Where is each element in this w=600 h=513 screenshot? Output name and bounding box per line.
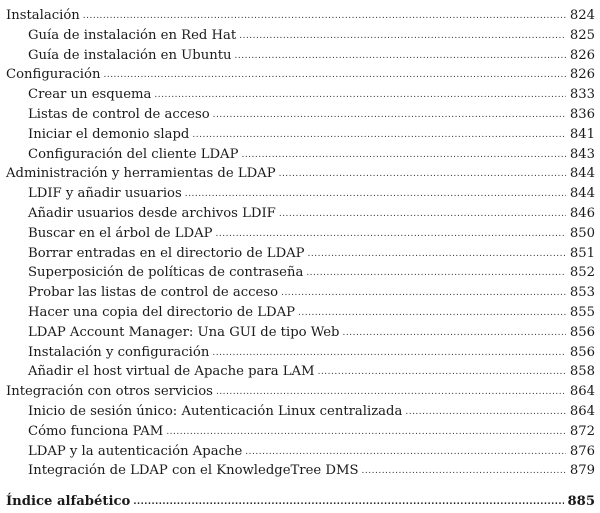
toc-entry-title: Añadir usuarios desde archivos LDIF xyxy=(28,205,276,221)
dot-leader xyxy=(239,27,566,47)
toc-entry-title: Cómo funciona PAM xyxy=(28,423,164,439)
dot-leader xyxy=(405,403,566,423)
toc-page-number: 851 xyxy=(569,245,595,261)
dot-leader xyxy=(216,225,566,245)
toc-subsection-entry[interactable] xyxy=(6,461,595,481)
toc-entry-title: LDAP y la autenticación Apache xyxy=(28,443,243,459)
toc-subsection-entry[interactable] xyxy=(6,442,595,462)
dot-leader xyxy=(241,146,566,166)
toc-entry-title: Configuración xyxy=(6,67,101,83)
dot-leader xyxy=(212,344,566,364)
toc-subsection-entry[interactable] xyxy=(6,105,595,125)
toc-entry-title: Borrar entradas en el directorio de LDAP xyxy=(28,245,305,261)
toc-page-number: 872 xyxy=(569,423,595,439)
toc-page-number: 856 xyxy=(569,324,595,340)
toc-entry-title: Guía de instalación en Red Hat xyxy=(28,27,237,43)
toc-page-number: 856 xyxy=(569,344,595,360)
toc-entry-title: LDIF y añadir usuarios xyxy=(28,186,182,202)
dot-leader xyxy=(308,245,566,265)
toc-entry-title: Crear un esquema xyxy=(28,87,152,103)
toc-entry-title: Guía de instalación en Ubuntu xyxy=(28,47,232,63)
toc-entry-title: Hacer una copia del directorio de LDAP xyxy=(28,304,295,320)
toc-subsection-entry[interactable] xyxy=(6,402,595,422)
dot-leader xyxy=(279,205,566,225)
dot-leader xyxy=(245,443,566,463)
dot-leader xyxy=(166,423,566,443)
toc-subsection-entry[interactable] xyxy=(6,343,595,363)
toc-page-number: 841 xyxy=(569,126,595,142)
toc-page-number: 879 xyxy=(569,463,595,479)
dot-leader xyxy=(298,304,566,324)
dot-leader xyxy=(281,284,566,304)
toc-entry-title: Buscar en el árbol de LDAP xyxy=(28,225,213,241)
dot-leader xyxy=(343,324,566,344)
toc-page-number: 876 xyxy=(569,443,595,459)
toc-subsection-entry[interactable] xyxy=(6,26,595,46)
toc-page-number: 843 xyxy=(569,146,595,162)
toc-page-number: 852 xyxy=(569,265,595,281)
toc-subsection-entry[interactable] xyxy=(6,283,595,303)
toc-subsection-entry[interactable] xyxy=(6,303,595,323)
dot-leader xyxy=(279,165,566,185)
toc-subsection-entry[interactable] xyxy=(6,323,595,343)
dot-leader xyxy=(216,383,566,403)
toc-entry-title: Superposición de políticas de contraseña xyxy=(28,265,304,281)
dot-leader xyxy=(192,126,566,146)
section-gap xyxy=(6,481,595,492)
dot-leader xyxy=(362,462,566,482)
toc-page-number: 855 xyxy=(569,304,595,320)
toc-subsection-entry[interactable] xyxy=(6,125,595,145)
dot-leader xyxy=(83,7,566,27)
toc-page-number: 833 xyxy=(569,87,595,103)
toc-subsection-entry[interactable] xyxy=(6,46,595,66)
dot-leader xyxy=(235,47,566,67)
toc-page-number: 885 xyxy=(567,494,595,510)
toc-entries xyxy=(6,6,595,481)
toc-page-number: 826 xyxy=(569,67,595,83)
toc-entry-title: Iniciar el demonio slapd xyxy=(28,126,190,142)
toc-subsection-entry[interactable] xyxy=(6,362,595,382)
toc-page-number: 853 xyxy=(569,285,595,301)
toc-page-number: 846 xyxy=(569,205,595,221)
toc-subsection-entry[interactable] xyxy=(6,145,595,165)
toc-page-number: 858 xyxy=(569,364,595,380)
toc-page-number: 850 xyxy=(569,225,595,241)
toc-page-number: 836 xyxy=(569,106,595,122)
toc-entry-title: Integración de LDAP con el KnowledgeTree DMS xyxy=(28,463,359,479)
toc-page-number: 844 xyxy=(569,166,595,182)
dot-leader xyxy=(213,106,566,126)
toc-page-number: 864 xyxy=(569,403,595,419)
dot-leader xyxy=(318,363,566,383)
toc-entry-title: Probar las listas de control de acceso xyxy=(28,285,279,301)
toc-subsection-entry[interactable] xyxy=(6,422,595,442)
dot-leader xyxy=(185,185,566,205)
toc-entry-title: Integración con otros servicios xyxy=(6,384,213,400)
toc-entry-title: LDAP Account Manager: Una GUI de tipo Web xyxy=(28,324,340,340)
toc-entry-title: Añadir el host virtual de Apache para LAM xyxy=(28,364,315,380)
toc-entry-title: Listas de control de acceso xyxy=(28,106,210,122)
toc-section-entry[interactable] xyxy=(6,6,595,26)
dot-leader xyxy=(103,66,566,86)
toc-page-number: 864 xyxy=(569,384,595,400)
dot-leader xyxy=(133,493,564,513)
toc-page-number: 825 xyxy=(569,27,595,43)
toc-page-number: 844 xyxy=(569,186,595,202)
toc-page-number: 824 xyxy=(569,8,595,23)
toc-subsection-entry[interactable] xyxy=(6,263,595,283)
toc-index-entry[interactable] xyxy=(6,492,595,512)
toc-section-entry[interactable] xyxy=(6,65,595,85)
toc-entry-title: Inicio de sesión único: Autenticación Linux centralizada xyxy=(28,403,403,419)
dot-leader xyxy=(154,86,566,106)
toc-section-entry[interactable] xyxy=(6,164,595,184)
toc-subsection-entry[interactable] xyxy=(6,184,595,204)
dot-leader xyxy=(306,264,566,284)
toc-entry-title: Índice alfabético xyxy=(6,494,131,510)
toc-subsection-entry[interactable] xyxy=(6,224,595,244)
toc-section-entry[interactable] xyxy=(6,382,595,402)
toc-entry-title: Instalación y configuración xyxy=(28,344,210,360)
toc-page-number: 826 xyxy=(569,47,595,63)
toc-entry-title: Configuración del cliente LDAP xyxy=(28,146,239,162)
table-of-contents xyxy=(6,6,595,512)
toc-subsection-entry[interactable] xyxy=(6,204,595,224)
toc-entry-title: Instalación xyxy=(6,8,80,23)
toc-entry-title: Administración y herramientas de LDAP xyxy=(6,166,276,182)
toc-subsection-entry[interactable] xyxy=(6,85,595,105)
toc-subsection-entry[interactable] xyxy=(6,244,595,264)
